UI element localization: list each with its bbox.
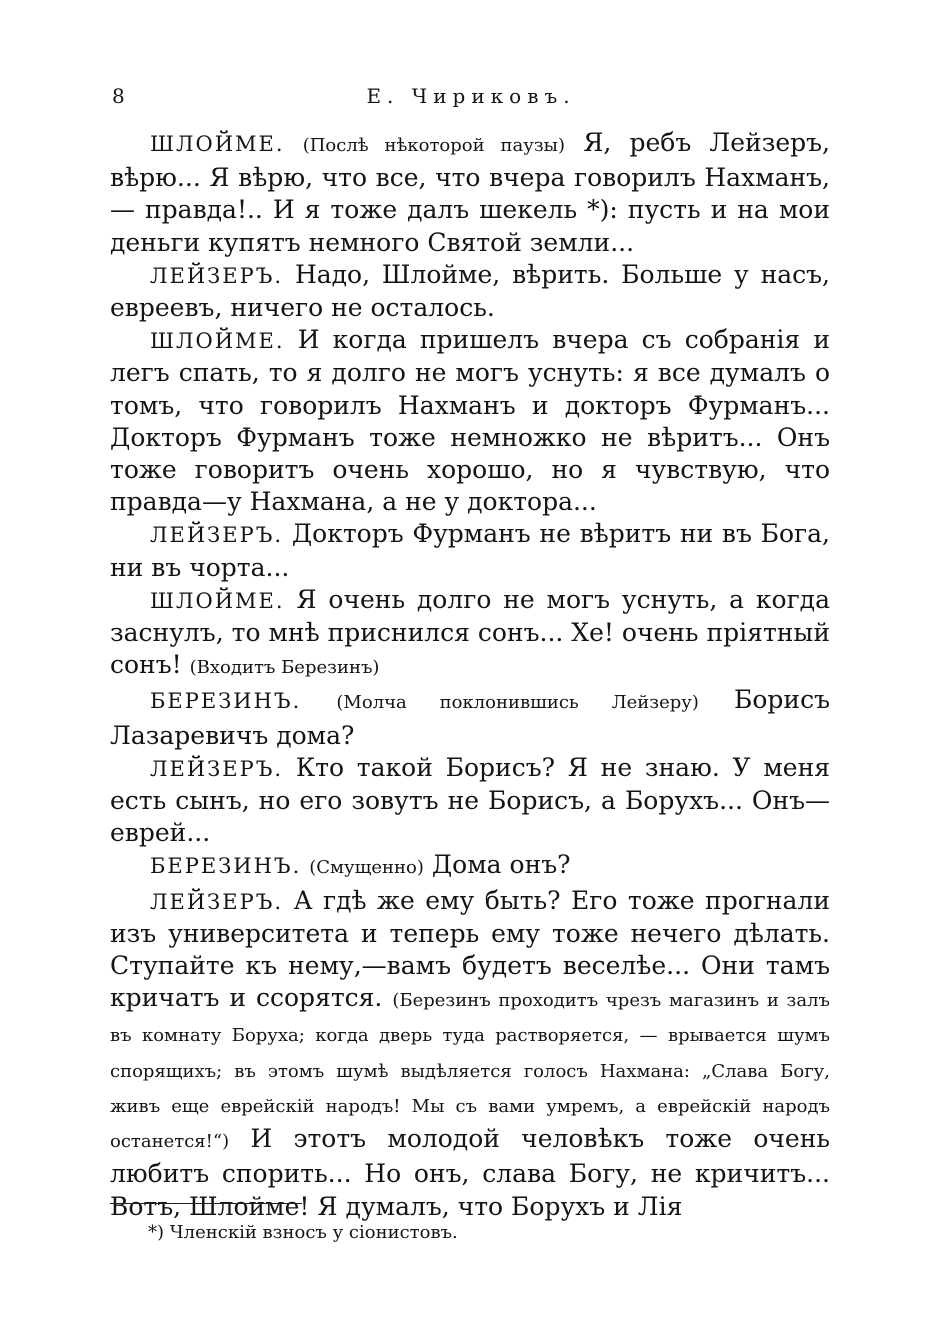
page-header	[112, 84, 830, 114]
page-number: 8	[112, 84, 125, 108]
play-text	[110, 127, 830, 1223]
dialogue-paragraph	[110, 259, 830, 324]
dialogue-text: Докторъ Фурманъ не вѣритъ ни въ Бога, ни въ чорта...	[110, 519, 831, 582]
dialogue-paragraph	[110, 584, 830, 685]
speaker-name: ШЛОЙМЕ.	[150, 588, 285, 613]
dialogue-paragraph	[110, 885, 830, 1223]
dialogue-paragraph	[110, 127, 830, 259]
dialogue-text: И когда пришелъ вчера съ собранія и легъ спать, то я долго не могъ уснуть: я все думалъ о томъ, что говорилъ Нахманъ и докторъ Фурманъ... Докторъ Фурманъ тоже немножко не вѣритъ... Онъ тоже говоритъ очень хорошо, но я чувствую, что правда—у Нахмана, а не у доктора...	[110, 325, 831, 517]
speaker-name: БЕРЕЗИНЪ.	[150, 689, 302, 714]
dialogue-text-continued: И этотъ молодой человѣкъ тоже очень любитъ спорить... Но онъ, слава Богу, не кричитъ... Вотъ, Шлойме! Я думалъ, что Борухъ и Лія	[110, 1124, 830, 1221]
stage-direction: (Входитъ Березинъ)	[189, 657, 380, 679]
footnote: *) Членскій взносъ у сіонистовъ.	[148, 1222, 458, 1243]
dialogue-text: Я, ребъ Лейзеръ, вѣрю... Я вѣрю, что все, что вчера говорилъ Нахманъ,— правда!.. И я тоже далъ шекель *): пусть и на мои деньги купятъ немного Святой земли...	[110, 128, 830, 257]
speaker-name: ШЛОЙМЕ.	[150, 132, 285, 156]
dialogue-paragraph	[110, 684, 830, 751]
dialogue-text: Кто такой Борисъ? Я не знаю. У меня есть сынъ, но его зовутъ не Борисъ, а Борухъ... Онъ— еврей...	[110, 752, 830, 848]
dialogue-paragraph	[110, 752, 830, 850]
stage-direction: (Послѣ нѣкоторой паузы)	[302, 135, 566, 156]
speaker-name: ЛЕЙЗЕРЪ.	[150, 889, 284, 914]
running-title: Е. Чириковъ.	[366, 84, 576, 108]
speaker-name: ЛЕЙЗЕРЪ.	[150, 756, 284, 781]
dialogue-text: Борисъ Лазаревичъ дома?	[110, 685, 830, 750]
dialogue-text: Надо, Шлойме, вѣрить. Больше у насъ, евреевъ, ничего не осталось.	[110, 259, 830, 323]
stage-direction: (Березинъ проходитъ чрезъ магазинъ и залъ въ комнату Боруха; когда дверь туда растворяется, — врывается шумъ спорящихъ; въ этомъ шумѣ выдѣляется голосъ Нахмана: „Слава Богу, живъ еще еврейскій народъ! Мы съ вами умремъ, а еврейскій народъ останется!“)	[110, 990, 830, 1153]
speaker-name: ЛЕЙЗЕРЪ.	[150, 523, 284, 548]
footnote-rule	[110, 1203, 302, 1204]
speaker-name: ЛЕЙЗЕРЪ.	[150, 263, 284, 288]
dialogue-paragraph	[110, 518, 830, 583]
stage-direction: (Молча поклонившись Лейзеру)	[336, 692, 699, 714]
speaker-name: БЕРЕЗИНЪ.	[150, 854, 302, 879]
dialogue-text: Дома онъ?	[431, 850, 571, 880]
dialogue-paragraph	[110, 324, 830, 518]
dialogue-text: А гдѣ же ему быть? Его тоже прогнали изъ университета и теперь ему тоже нечего дѣлать. Ступайте къ нему,—вамъ будетъ веселѣе... Они тамъ кричатъ и ссорятся.	[110, 885, 830, 1013]
stage-direction: (Смущенно)	[309, 857, 424, 879]
dialogue-paragraph	[110, 849, 830, 884]
dialogue-text: Я очень долго не могъ уснуть, а когда заснулъ, то мнѣ приснился сонъ... Хе! очень пріятный сонъ!	[110, 584, 830, 680]
speaker-name: ШЛОЙМЕ.	[150, 329, 285, 354]
